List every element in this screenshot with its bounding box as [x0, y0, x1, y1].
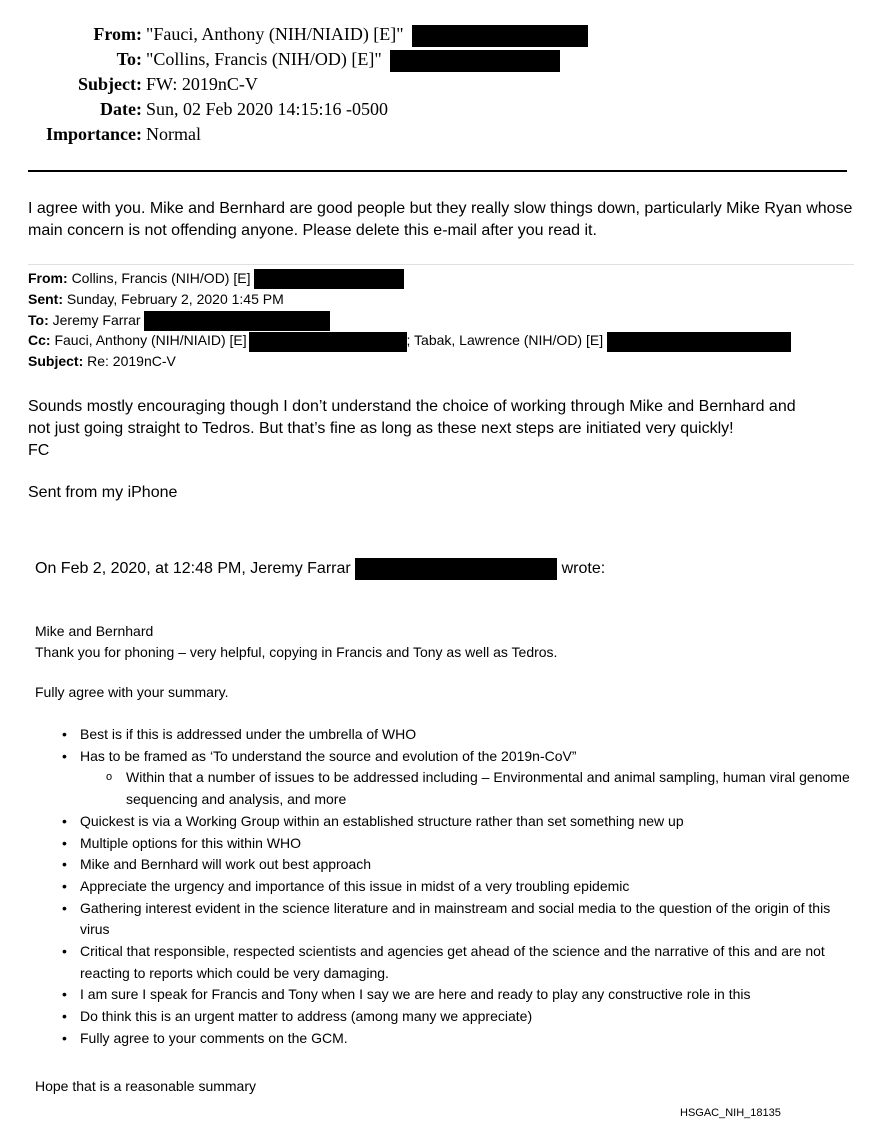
bullet-icon: • — [62, 899, 67, 916]
from-value: "Fauci, Anthony (NIH/NIAID) [E]" — [146, 24, 404, 44]
bullet-icon: • — [62, 856, 67, 873]
quoted-agree: Fully agree with your summary. — [35, 684, 229, 700]
date-value: Sun, 02 Feb 2020 14:15:16 -0500 — [146, 99, 389, 119]
redaction-box — [144, 311, 330, 331]
message-2-signoff: FC — [28, 442, 50, 459]
from-label: From: — [93, 24, 142, 44]
fwd-cc-value-1: Fauci, Anthony (NIH/NIAID) [E] — [54, 332, 247, 349]
message-body-1: I agree with you. Mike and Bernhard are good people but they really slow things down, particularly Mike Ryan whose main concern is not offending anyone. Please delete this e-mail after you read it. — [28, 200, 853, 239]
header-subject-row — [0, 72, 588, 97]
redaction-box — [254, 269, 404, 289]
hollow-bullet-icon: o — [106, 771, 113, 784]
bullet-icon: • — [62, 747, 67, 764]
quoted-closing: Hope that is a reasonable summary — [35, 1078, 256, 1094]
message-2-line-1: Sounds mostly encouraging though I don’t understand the choice of working through Mike and Bernhard and — [28, 398, 796, 415]
sub-list-item: o Within that a number of issues to be addressed including – Environmental and animal sampling, human viral genome sequencing and analysis, and more — [106, 769, 850, 808]
fwd-cc-label: Cc: — [28, 332, 51, 349]
quoted-intro-prefix: On Feb 2, 2020, at 12:48 PM, Jeremy Farrar — [35, 560, 351, 578]
quoted-intro-suffix: wrote: — [561, 560, 606, 578]
list-item: • Quickest is via a Working Group within an established structure rather than set something new up — [0, 811, 860, 833]
header-divider — [28, 170, 847, 172]
subject-label: Subject: — [78, 74, 142, 94]
fwd-from-label: From: — [28, 270, 68, 286]
quoted-thanks: Thank you for phoning – very helpful, copying in Francis and Tony as well as Tedros. — [35, 644, 558, 660]
header-from-row — [0, 22, 588, 47]
list-item: • Critical that responsible, respected scientists and agencies get ahead of the science and the narrative of this and are not reacting to reports which could be very damaging. — [62, 943, 825, 981]
quoted-greeting: Mike and Bernhard — [35, 623, 154, 639]
quoted-intro — [35, 558, 605, 580]
list-item: • Fully agree to your comments on the GCM. — [0, 1028, 860, 1050]
fwd-subject-row — [28, 351, 791, 372]
list-item: • Do think this is an urgent matter to address (among many we appreciate) — [0, 1006, 860, 1028]
list-item: • Appreciate the urgency and importance of this issue in midst of a very troubling epidemic — [0, 876, 860, 898]
bullet-icon: • — [62, 812, 67, 829]
header-to-row — [0, 47, 588, 72]
fwd-sent-row — [28, 289, 791, 310]
fwd-to-label: To: — [28, 311, 49, 328]
importance-value: Normal — [146, 124, 201, 144]
list-item: • Mike and Bernhard will work out best approach — [0, 854, 860, 876]
bates-number: HSGAC_NIH_18135 — [680, 1107, 781, 1119]
fwd-subject-label: Subject: — [28, 353, 84, 370]
redaction-box — [355, 558, 557, 580]
subject-value: FW: 2019nC-V — [146, 74, 258, 94]
fwd-cc-value-2: ; Tabak, Lawrence (NIH/OD) [E] — [406, 332, 604, 349]
to-label: To: — [116, 49, 142, 69]
redaction-box — [249, 332, 407, 352]
header-importance-row — [0, 122, 588, 147]
message-body-2 — [28, 396, 858, 462]
bullet-icon: • — [62, 726, 67, 742]
list-item: • Best is if this is addressed under the umbrella of WHO — [0, 724, 860, 746]
quoted-opening — [35, 621, 557, 663]
fwd-to-row — [28, 310, 791, 331]
bullet-list — [0, 724, 860, 1050]
bullet-icon: • — [62, 834, 67, 851]
list-item: • Gathering interest evident in the science literature and in mainstream and social media to the question of the origin of this virus — [62, 899, 831, 938]
date-label: Date: — [100, 99, 142, 119]
fwd-sent-label: Sent: — [28, 290, 63, 307]
sent-from-line: Sent from my iPhone — [28, 484, 178, 501]
to-value: "Collins, Francis (NIH/OD) [E]" — [146, 49, 382, 69]
message-2-line-2: not just going straight to Tedros. But that’s fine as long as these next steps are initiated very quickly! — [28, 420, 734, 437]
fwd-from-value: Collins, Francis (NIH/OD) [E] — [71, 270, 251, 286]
list-item: • Multiple options for this within WHO — [0, 833, 860, 855]
list-item: • Has to be framed as ‘To understand the source and evolution of the 2019n-CoV” — [0, 746, 860, 768]
redaction-box — [412, 25, 588, 47]
forward-header — [28, 268, 791, 372]
header-date-row — [0, 97, 588, 122]
fwd-subject-value: Re: 2019nC-V — [87, 353, 176, 370]
importance-label: Importance: — [46, 124, 142, 144]
bullet-icon: • — [62, 877, 67, 894]
fwd-from-row — [28, 268, 791, 289]
email-header — [0, 22, 588, 147]
bullet-icon: • — [62, 986, 67, 1003]
redaction-box — [390, 50, 560, 72]
bullet-icon: • — [62, 943, 67, 960]
fwd-to-value: Jeremy Farrar — [52, 311, 141, 328]
redaction-box — [607, 332, 791, 352]
fwd-sent-value: Sunday, February 2, 2020 1:45 PM — [66, 290, 284, 307]
forward-divider — [28, 264, 854, 265]
bullet-icon: • — [62, 1029, 67, 1046]
bullet-icon: • — [62, 1008, 67, 1025]
list-item: • I am sure I speak for Francis and Tony when I say we are here and ready to play any constructive role in this — [0, 984, 860, 1006]
fwd-cc-row — [28, 330, 791, 351]
